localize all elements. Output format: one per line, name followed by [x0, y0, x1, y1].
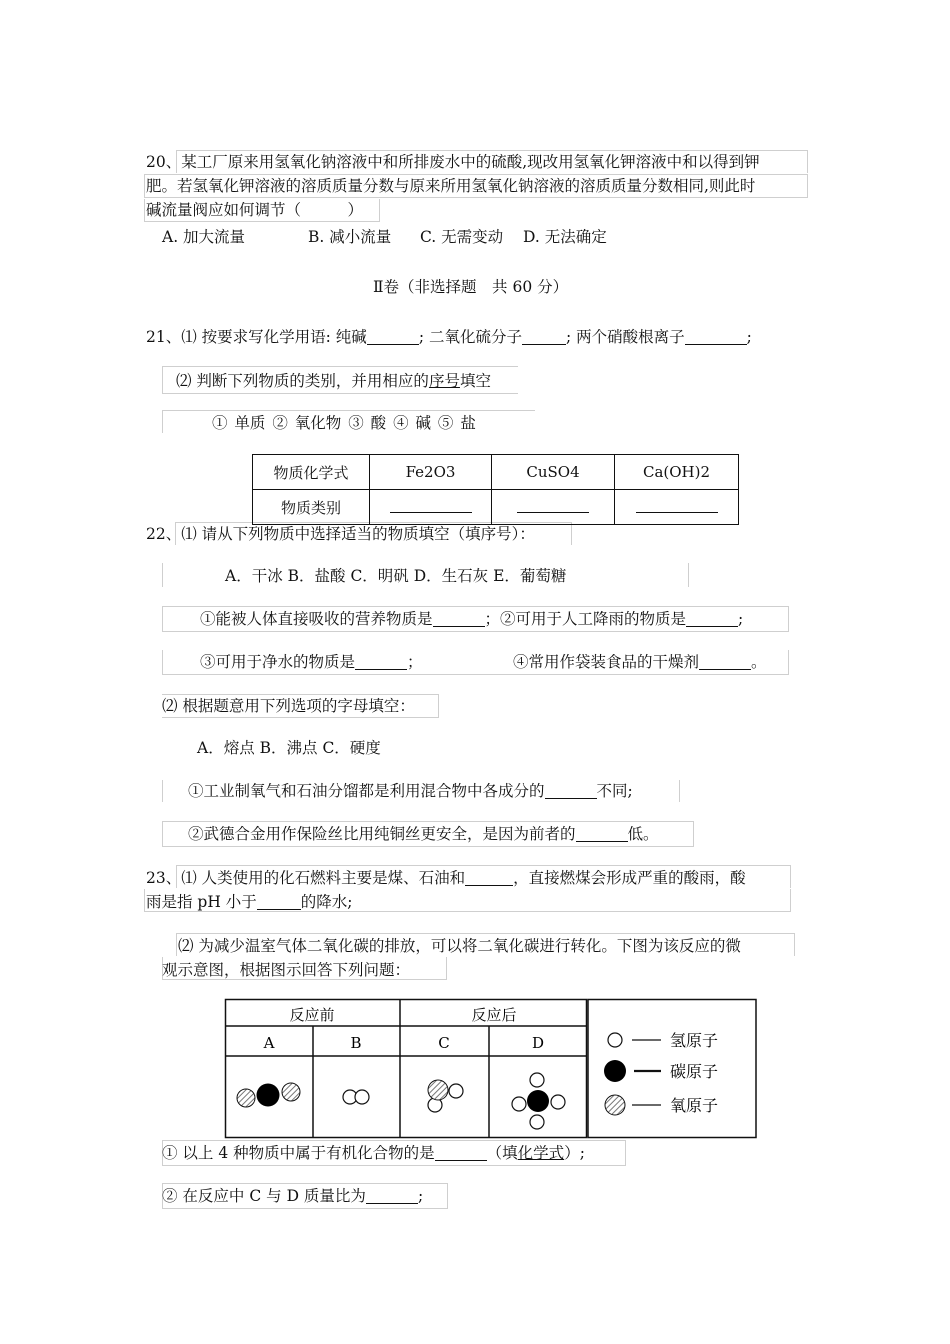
- q20-line1: 20、某工厂原来用氢氧化钠溶液中和所排废水中的硫酸,现改用氢氧化钾溶液中和以得到钾: [146, 153, 760, 171]
- q20-line2: 肥。若氢氧化钾溶液的溶质质量分数与原来所用氢氧化钠溶液的溶质质量分数相同,则此时: [146, 177, 756, 195]
- q22-t2: [188, 823, 659, 845]
- answer-blank[interactable]: [685, 328, 747, 345]
- hydrogen-legend-icon: [608, 1033, 622, 1047]
- answer-blank[interactable]: [545, 782, 597, 799]
- underlined-text: 化学式: [517, 1144, 565, 1162]
- q21-text: 填空: [459, 372, 491, 390]
- answer-blank[interactable]: [355, 653, 407, 670]
- underlined-text: 序号: [428, 372, 460, 390]
- q23-text: ;: [417, 1187, 424, 1205]
- before-label: 反应前: [289, 1006, 335, 1024]
- q20-option-b: B. 减小流量: [308, 228, 392, 246]
- q23-p2-l1: ⑵ 为减少温室气体二氧化碳的排放，可以将二氧化碳进行转化。下图为该反应的微: [178, 937, 741, 955]
- answer-blank[interactable]: [576, 825, 628, 842]
- carbon-legend-icon: [604, 1060, 626, 1082]
- q21-text: ;: [746, 328, 752, 346]
- reaction-diagram: [224, 998, 760, 1140]
- label-d: D: [531, 1034, 545, 1052]
- legend-carbon: 碳原子: [670, 1062, 719, 1081]
- q21-text: 21、⑴ 按要求写化学用语: 纯碱: [146, 328, 367, 346]
- q23-text: 的降水;: [300, 893, 353, 911]
- table-cell-answer[interactable]: [492, 490, 615, 525]
- q22-text: ；: [407, 653, 423, 671]
- q22-text: ③可用于净水的物质是: [200, 653, 356, 671]
- q22-text: ①工业制氧气和石油分馏都是利用混合物中各成分的: [188, 782, 545, 800]
- answer-blank[interactable]: [390, 498, 472, 513]
- answer-blank[interactable]: [257, 893, 301, 910]
- q22-text: ②武德合金用作保险丝比用纯铜丝更安全，是因为前者的: [188, 825, 576, 843]
- q20-option-d: D. 无法确定: [523, 228, 607, 246]
- q23-text: ，直接燃煤会形成严重的酸雨，酸: [513, 869, 746, 887]
- answer-blank[interactable]: [517, 498, 589, 513]
- q22-text: 不同;: [596, 782, 633, 800]
- answer-blank[interactable]: [522, 328, 566, 345]
- q21-text: ; 两个硝酸根离子: [565, 328, 685, 346]
- answer-blank[interactable]: [699, 653, 751, 670]
- legend-oxygen: 氧原子: [670, 1096, 719, 1115]
- answer-blank[interactable]: [686, 610, 738, 627]
- q20-option-c: C. 无需变动: [420, 228, 504, 246]
- molecule-d-ch4: [512, 1073, 565, 1129]
- q23-l1: [146, 867, 746, 889]
- answer-blank[interactable]: [367, 328, 419, 345]
- label-c: C: [438, 1034, 450, 1052]
- q22-choices: A．干冰 B．盐酸 C．明矾 D．生石灰 E．葡萄糖: [225, 567, 567, 585]
- molecule-b-h2: [343, 1090, 369, 1104]
- answer-blank[interactable]: [435, 1144, 487, 1161]
- q23-a1: [162, 1142, 585, 1164]
- q23-text: （填: [486, 1144, 518, 1162]
- q21-text: ; 二氧化硫分子: [418, 328, 522, 346]
- q22-text: ；②可用于人工降雨的物质是: [484, 610, 687, 628]
- q21-categories: ① 单质 ② 氧化物 ③ 酸 ④ 碱 ⑤ 盐: [212, 414, 476, 432]
- q23-text: ）;: [564, 1144, 585, 1162]
- substance-table: [252, 454, 739, 525]
- q22-s3: [200, 651, 423, 673]
- q23-text: 雨是指 pH 小于: [146, 893, 257, 911]
- q22-text: ④常用作袋装食品的干燥剂: [513, 653, 700, 671]
- q22-text: ;: [738, 610, 744, 628]
- table-cell-answer[interactable]: [370, 490, 492, 525]
- q22-part2: ⑵ 根据题意用下列选项的字母填空：: [162, 697, 415, 715]
- q22-text: ①能被人体直接吸收的营养物质是: [200, 610, 433, 628]
- after-label: 反应后: [471, 1006, 517, 1024]
- table-header: 物质类别: [253, 490, 370, 525]
- q23-a2: [162, 1185, 423, 1207]
- label-a: A: [263, 1034, 275, 1052]
- table-cell-formula: Ca(OH)2: [615, 455, 739, 490]
- q22-s1: [200, 608, 743, 630]
- legend-hydrogen: 氢原子: [670, 1031, 719, 1050]
- q23-text: ② 在反应中 C 与 D 质量比为: [162, 1187, 366, 1205]
- section-title: Ⅱ卷（非选择题 共 60 分）: [373, 278, 569, 296]
- q23-text: ① 以上 4 种物质中属于有机化合物的是: [162, 1144, 435, 1162]
- q21-text: ⑵ 判断下列物质的类别，并用相应的: [176, 372, 429, 390]
- q22-options2: A．熔点 B．沸点 C．硬度: [197, 739, 381, 757]
- q20-option-a: A. 加大流量: [162, 228, 246, 246]
- q20-line3: 碱流量阀应如何调节（ ）: [146, 201, 364, 219]
- q23-l2: [146, 891, 353, 913]
- q23-p2-l2: 观示意图，根据图示回答下列问题：: [162, 961, 411, 979]
- label-b: B: [350, 1034, 362, 1052]
- q22-part1: 22、⑴ 请从下列物质中选择适当的物质填空（填序号）：: [146, 525, 535, 543]
- molecule-c-h2o: [428, 1080, 463, 1112]
- answer-blank[interactable]: [636, 498, 718, 513]
- q21-part1: [146, 326, 752, 348]
- legend: [604, 1031, 718, 1115]
- answer-blank[interactable]: [366, 1187, 418, 1204]
- q23-text: 23、⑴ 人类使用的化石燃料主要是煤、石油和: [146, 869, 466, 887]
- answer-blank[interactable]: [433, 610, 485, 627]
- q22-s4: [513, 651, 767, 673]
- q22-t1: [188, 780, 633, 802]
- table-header: 物质化学式: [253, 455, 370, 490]
- table-cell-formula: Fe2O3: [370, 455, 492, 490]
- oxygen-legend-icon: [605, 1095, 625, 1115]
- molecule-a-co2: [237, 1083, 300, 1107]
- answer-blank[interactable]: [465, 869, 513, 886]
- q22-text: 。: [751, 653, 767, 671]
- table-cell-answer[interactable]: [615, 490, 739, 525]
- q21-part2: [176, 370, 491, 392]
- q22-text: 低。: [627, 825, 659, 843]
- table-cell-formula: CuSO4: [492, 455, 615, 490]
